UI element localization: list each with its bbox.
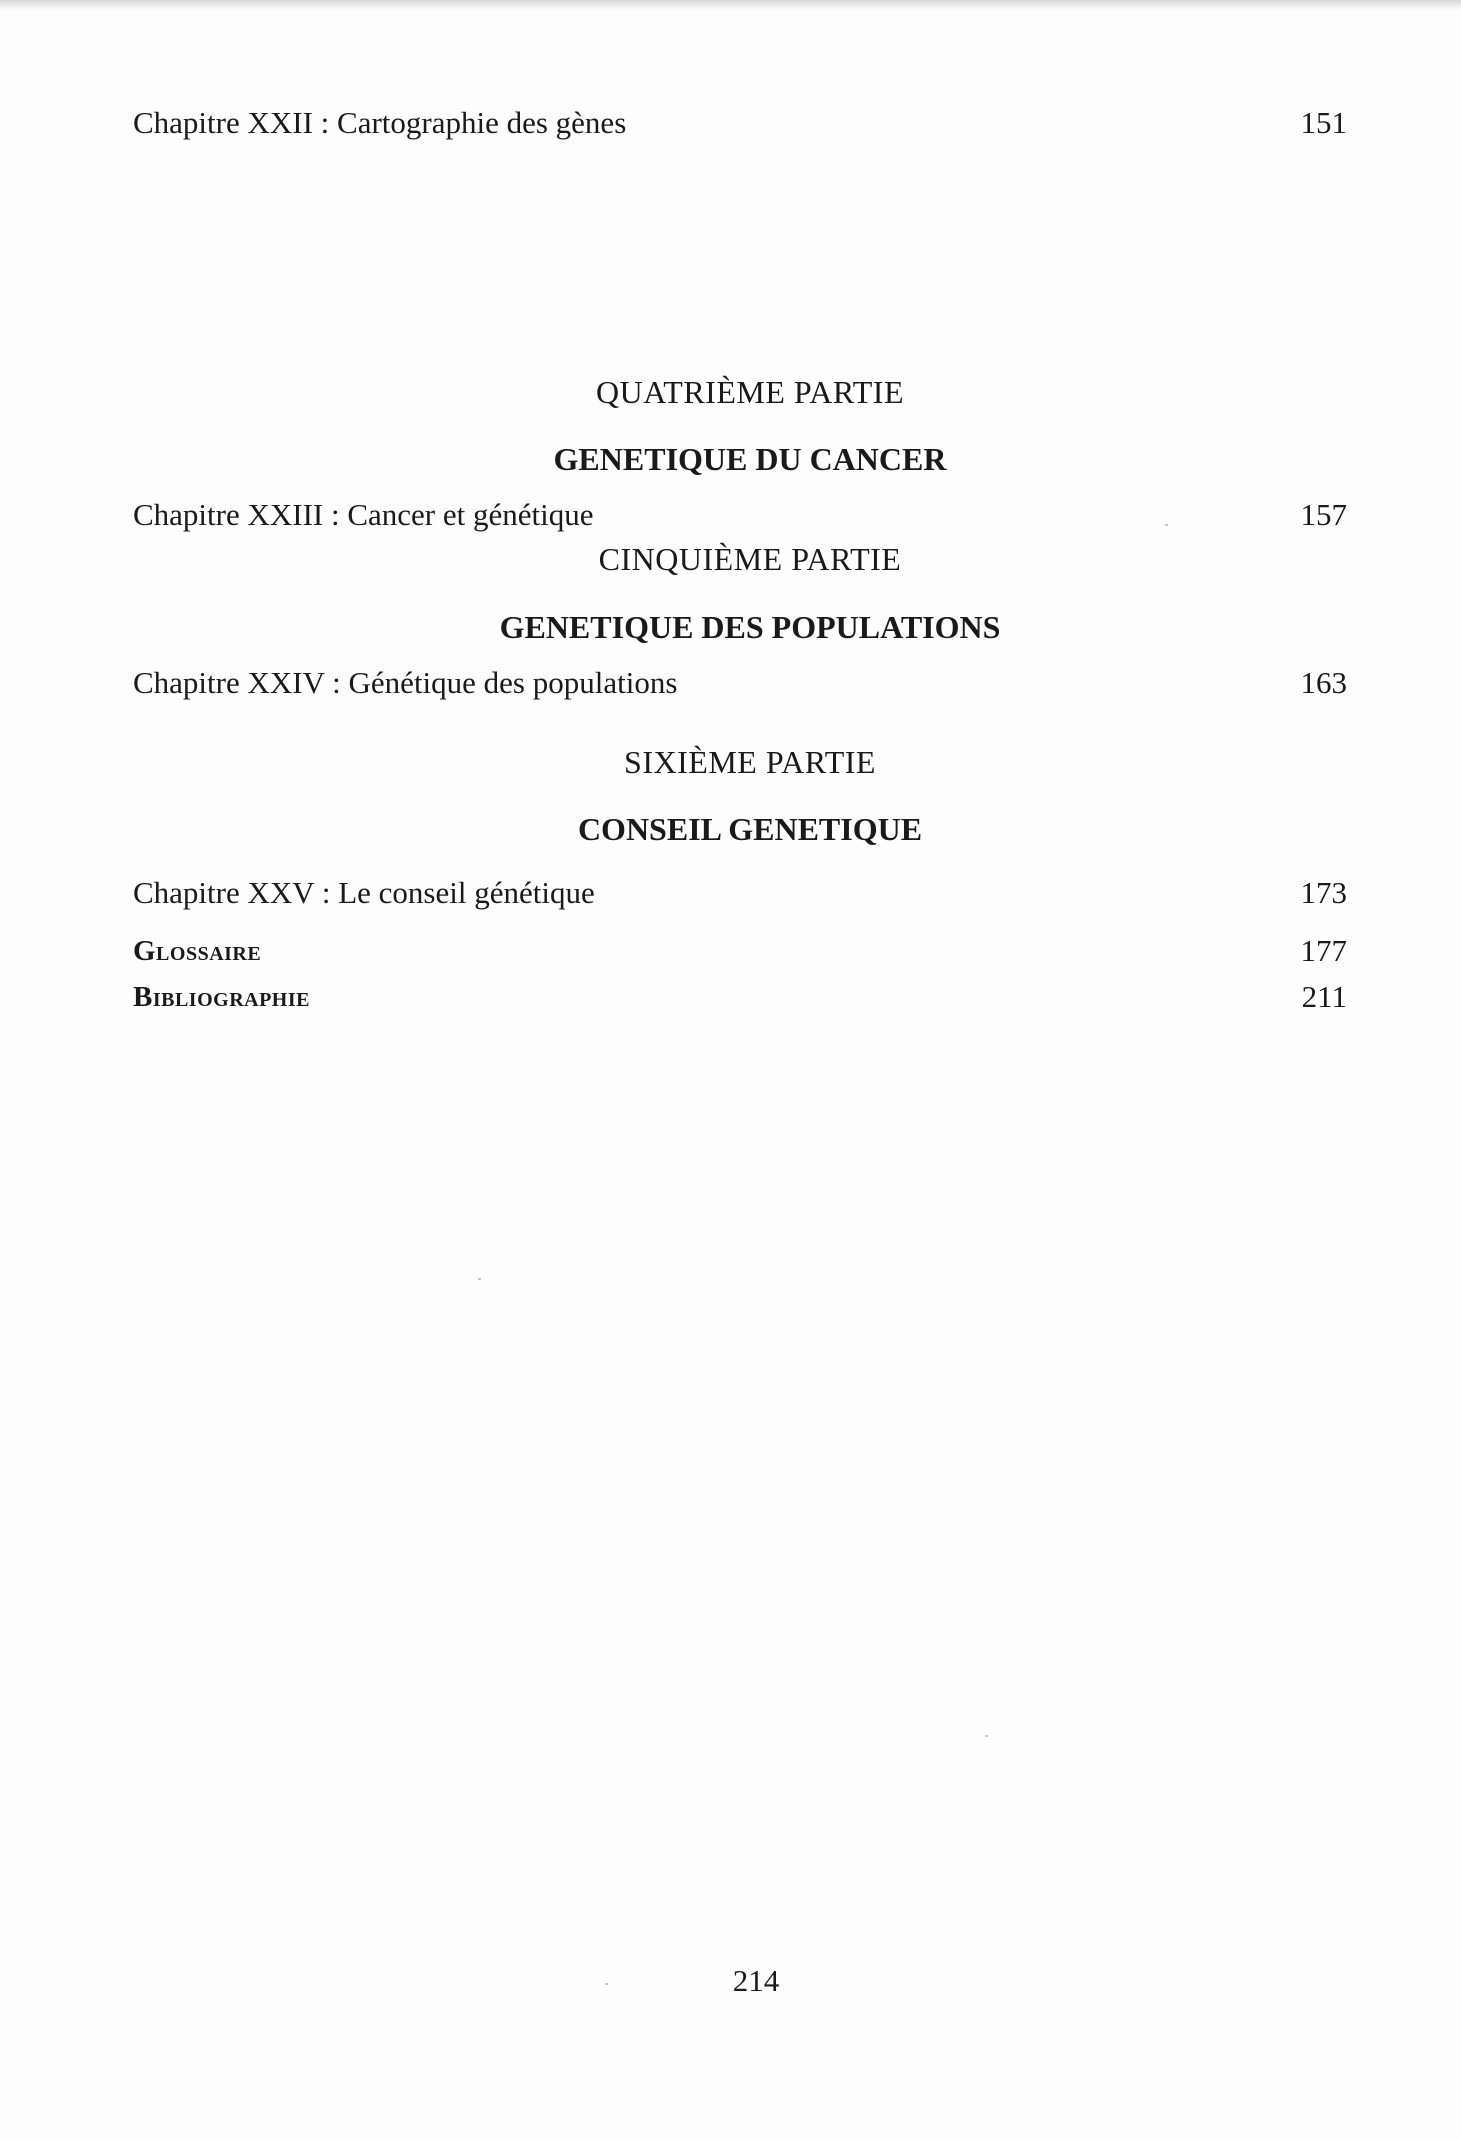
toc-entry-chapter-24	[133, 660, 1347, 706]
toc-entry-label: Glossaire	[133, 935, 262, 967]
toc-entry-page: 163	[1300, 665, 1347, 700]
scan-edge	[0, 0, 1461, 10]
toc-entry-page: 211	[1301, 979, 1347, 1014]
scan-speck	[605, 1983, 608, 1985]
toc-entry-label: Chapitre XXV : Le conseil génétique	[133, 875, 595, 910]
toc-entry-chapter-22	[133, 100, 1347, 146]
toc-entry-chapter-25	[133, 870, 1347, 916]
part-title-5: GENETIQUE DES POPULATIONS	[499, 609, 1001, 645]
toc-entry-page: 173	[1300, 875, 1347, 910]
toc-entry-glossary	[133, 928, 1347, 974]
toc-entry-label: Chapitre XXII : Cartographie des gènes	[133, 105, 627, 140]
part-title-6: CONSEIL GENETIQUE	[577, 811, 923, 847]
part-number-4: QUATRIÈME PARTIE	[595, 374, 904, 410]
part-number-6: SIXIÈME PARTIE	[624, 744, 876, 780]
scan-speck	[985, 1735, 988, 1737]
part-title-4: GENETIQUE DU CANCER	[553, 441, 947, 477]
scan-speck	[478, 1278, 481, 1280]
toc-entry-page: 151	[1300, 105, 1347, 140]
toc-entry-label: Chapitre XXIII : Cancer et génétique	[133, 497, 594, 532]
toc-entry-page: 157	[1300, 497, 1347, 532]
page-number: 214	[732, 1963, 780, 1998]
part-number-5: CINQUIÈME PARTIE	[598, 541, 902, 577]
scan-speck	[1165, 524, 1168, 526]
toc-entry-label: Chapitre XXIV : Génétique des populations	[133, 665, 678, 700]
toc-entry-chapter-23	[133, 492, 1347, 538]
toc-entry-label: Bibliographie	[133, 981, 310, 1013]
toc-entry-bibliography	[133, 974, 1347, 1020]
toc-entry-page: 177	[1300, 933, 1347, 968]
